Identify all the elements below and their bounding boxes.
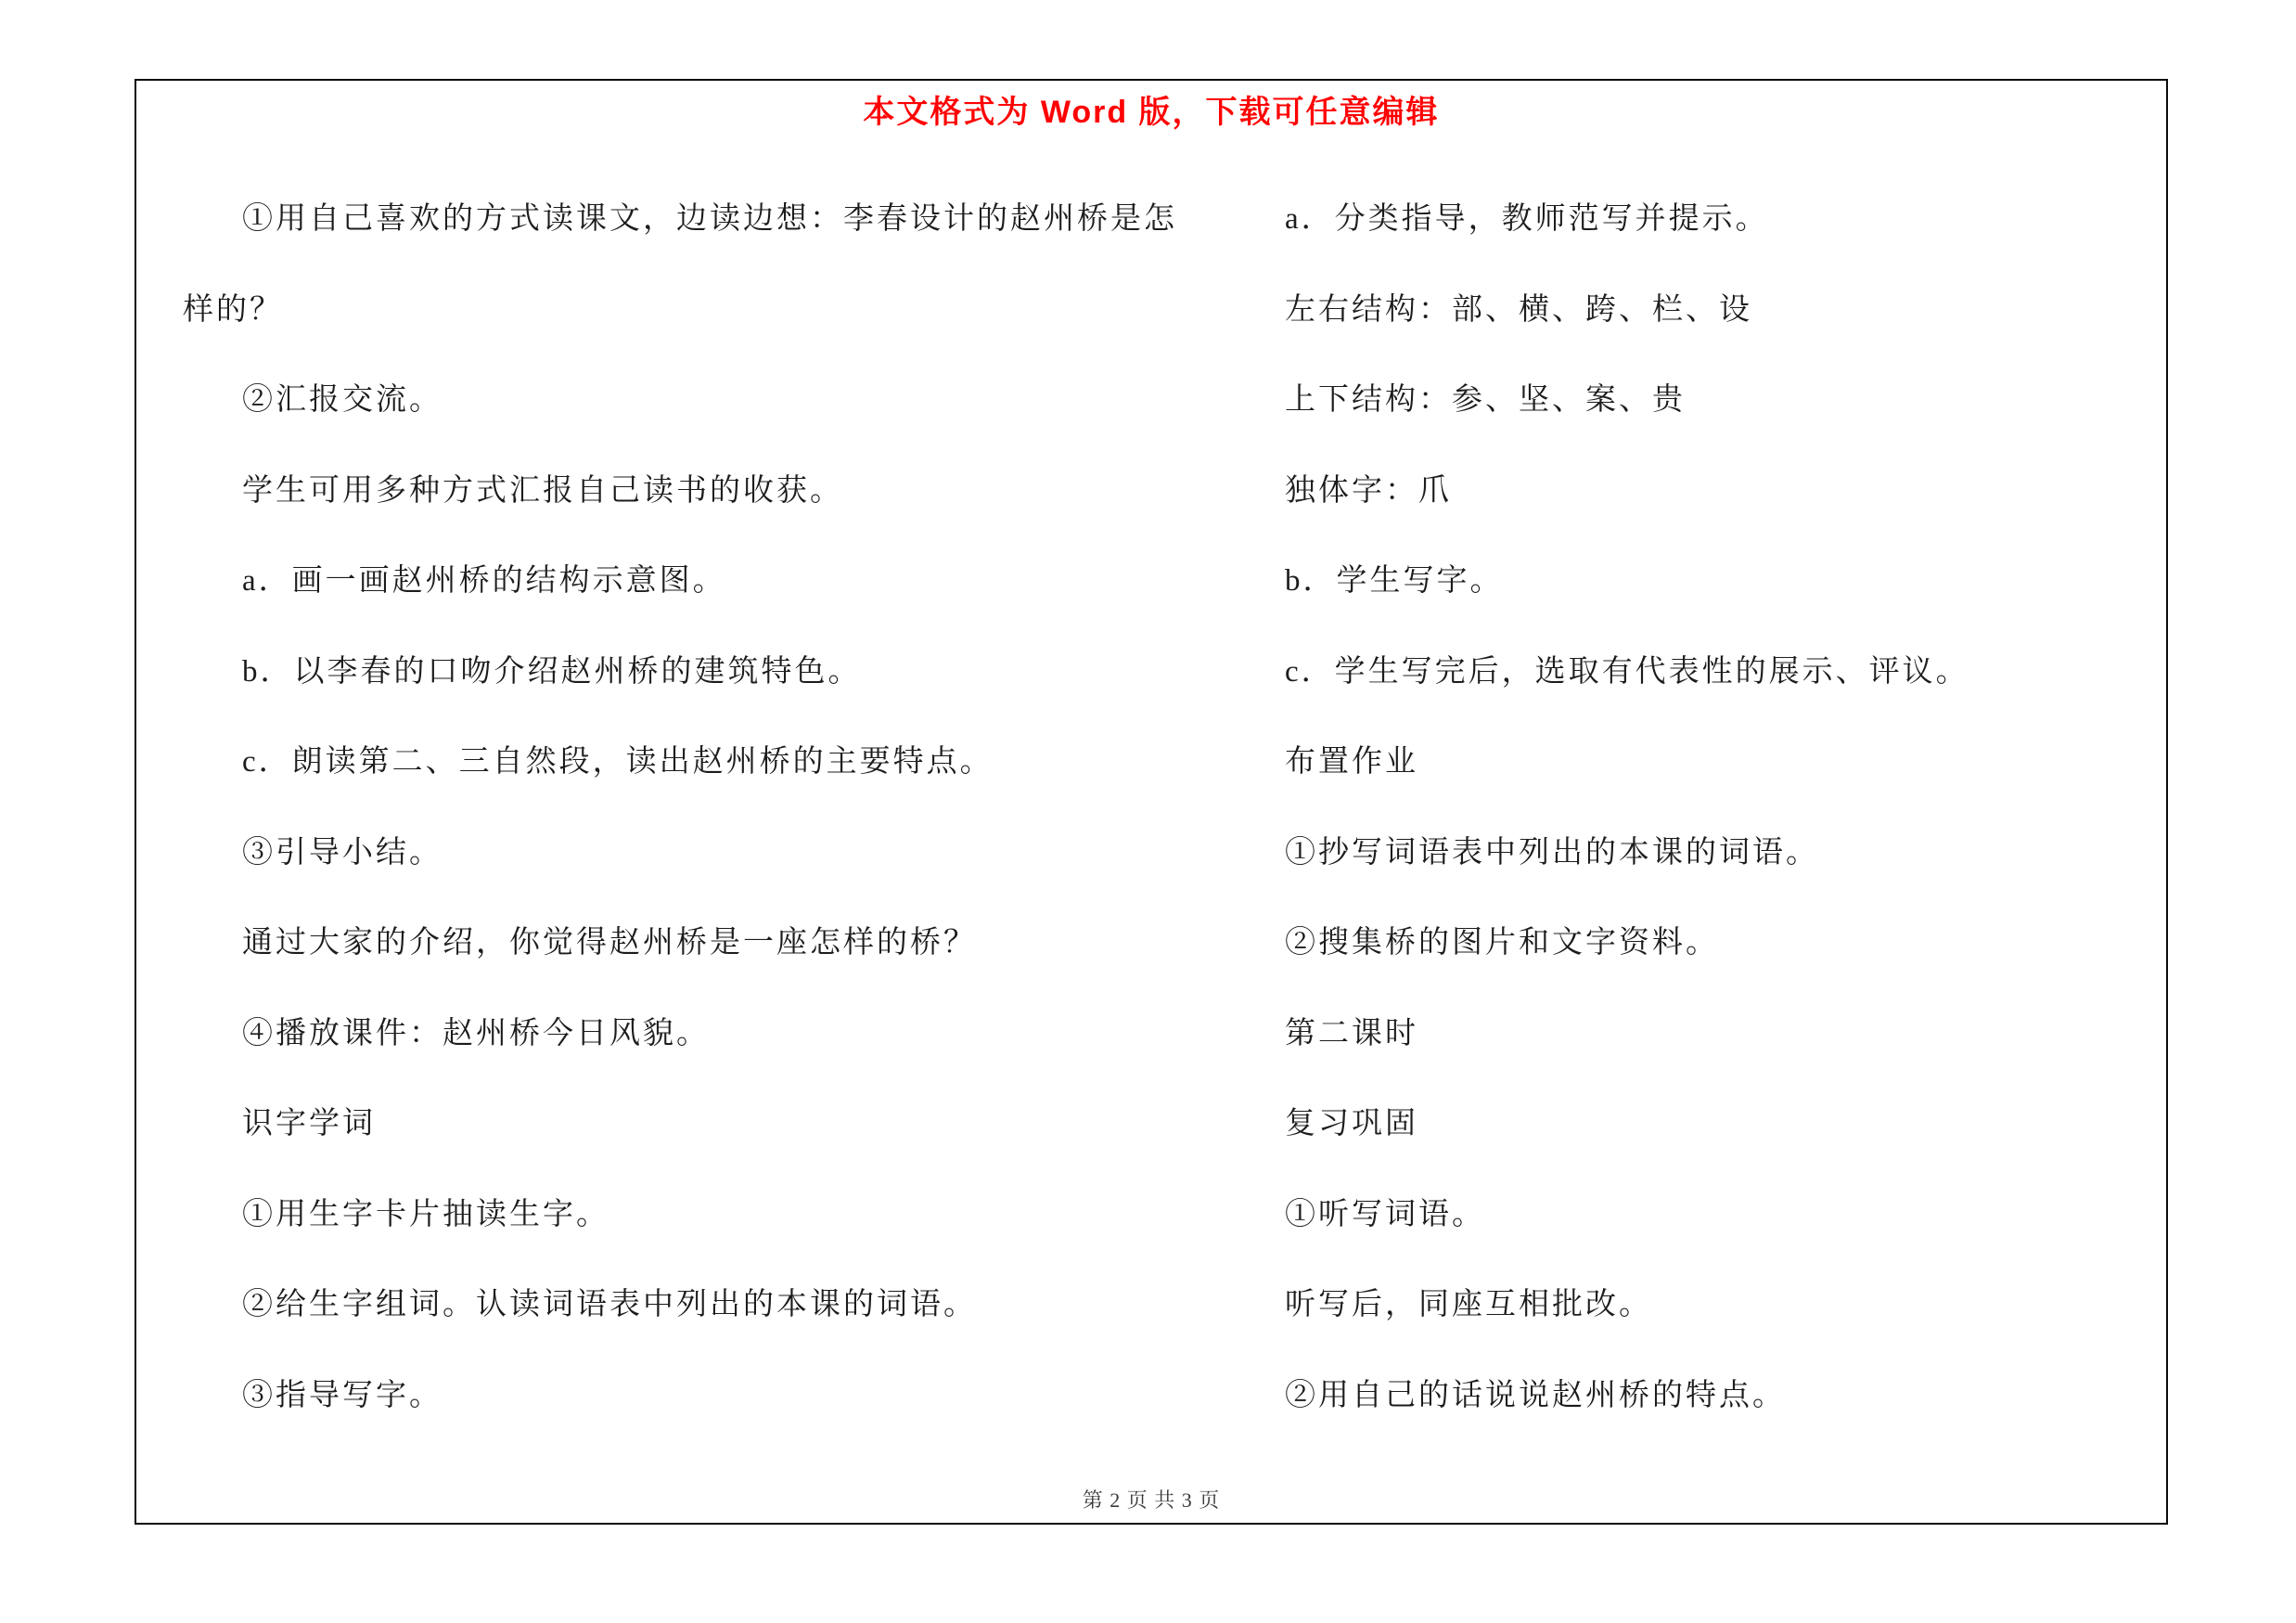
page-number: 第 2 页 共 3 页 [1082,1488,1221,1512]
left-column [183,198,1177,1464]
text-line: 学生可用多种方式汇报自己读书的收获。 [242,473,843,508]
text-line: b．学生写字。 [1285,564,1504,598]
text-line: ①用生字卡片抽读生字。 [242,1197,609,1231]
text-line: a．画一画赵州桥的结构示意图。 [242,564,726,598]
text-line: ②用自己的话说说赵州桥的特点。 [1285,1378,1786,1412]
text-line: 听写后，同座互相批改。 [1285,1288,1652,1321]
text-line: ②汇报交流。 [242,383,443,417]
text-line: ④播放课件：赵州桥今日风貌。 [242,1016,710,1050]
text-line: ①用自己喜欢的方式读课文，边读边想：李春设计的赵州桥是怎 [242,202,1177,236]
text-line: ③引导小结。 [242,835,443,869]
text-line: 第二课时 [1285,1016,1418,1050]
text-line: ②搜集桥的图片和文字资料。 [1285,926,1719,960]
text-line: 复习巩固 [1285,1107,1418,1140]
text-line: b．以李春的口吻介绍赵州桥的建筑特色。 [242,654,862,689]
document-page [135,79,2168,1525]
text-line: ②给生字组词。认读词语表中列出的本课的词语。 [242,1288,977,1321]
text-line: 通过大家的介绍，你觉得赵州桥是一座怎样的桥？ [242,926,977,960]
text-line: 左右结构：部、横、跨、栏、设 [1285,292,1752,327]
text-line: 上下结构：参、坚、案、贵 [1285,383,1686,417]
header-notice: 本文格式为 Word 版，下载可任意编辑 [863,95,1440,130]
text-line: ③指导写字。 [242,1378,443,1412]
right-column [1285,198,2175,1464]
text-line: a．分类指导，教师范写并提示。 [1285,202,1769,236]
text-line: c．朗读第二、三自然段，读出赵州桥的主要特点。 [242,745,994,779]
text-line: c．学生写完后，选取有代表性的展示、评议。 [1285,654,1969,689]
text-line: ①听写词语。 [1285,1197,1485,1231]
text-line: 布置作业 [1285,745,1418,779]
text-line: 识字学词 [242,1107,376,1140]
text-line: 独体字：爪 [1285,473,1452,508]
text-line: ①抄写词语表中列出的本课的词语。 [1285,835,1819,869]
text-line: 样的？ [183,292,283,327]
